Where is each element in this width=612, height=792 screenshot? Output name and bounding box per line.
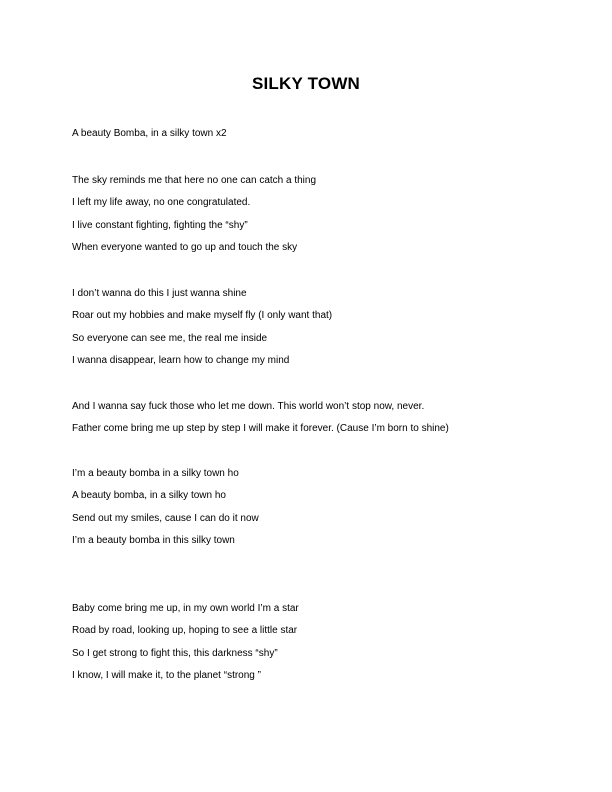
lyric-line: I know, I will make it, to the planet “strong ” — [72, 670, 261, 681]
page-title: SILKY TOWN — [251, 74, 361, 93]
lyric-line: A beauty Bomba, in a silky town x2 — [72, 128, 227, 139]
lyric-line: I left my life away, no one congratulated. — [72, 197, 251, 208]
lyric-line: I live constant fighting, fighting the “shy” — [72, 220, 248, 231]
lyric-line: Father come bring me up step by step I will make it forever. (Cause I’m born to shine) — [72, 423, 449, 434]
lyric-line: I’m a beauty bomba in a silky town ho — [72, 468, 239, 479]
lyric-line: Roar out my hobbies and make myself fly (I only want that) — [72, 310, 333, 321]
lyric-line: And I wanna say fuck those who let me down. This world won’t stop now, never. — [72, 401, 425, 412]
lyric-line: When everyone wanted to go up and touch the sky — [72, 242, 298, 253]
lyric-line: I wanna disappear, learn how to change my mind — [72, 355, 290, 366]
lyric-line: So I get strong to fight this, this darkness “shy” — [72, 648, 278, 659]
lyric-line: The sky reminds me that here no one can catch a thing — [72, 175, 317, 186]
lyric-line: A beauty bomba, in a silky town ho — [72, 490, 226, 501]
lyric-line: I don’t wanna do this I just wanna shine — [72, 288, 247, 299]
lyric-line: Baby come bring me up, in my own world I’m a star — [72, 603, 299, 614]
lyric-line: Road by road, looking up, hoping to see a little star — [72, 625, 298, 636]
lyric-line: I’m a beauty bomba in this silky town — [72, 535, 235, 546]
lyric-line: Send out my smiles, cause I can do it now — [72, 513, 259, 524]
lyric-line: So everyone can see me, the real me inside — [72, 333, 268, 344]
